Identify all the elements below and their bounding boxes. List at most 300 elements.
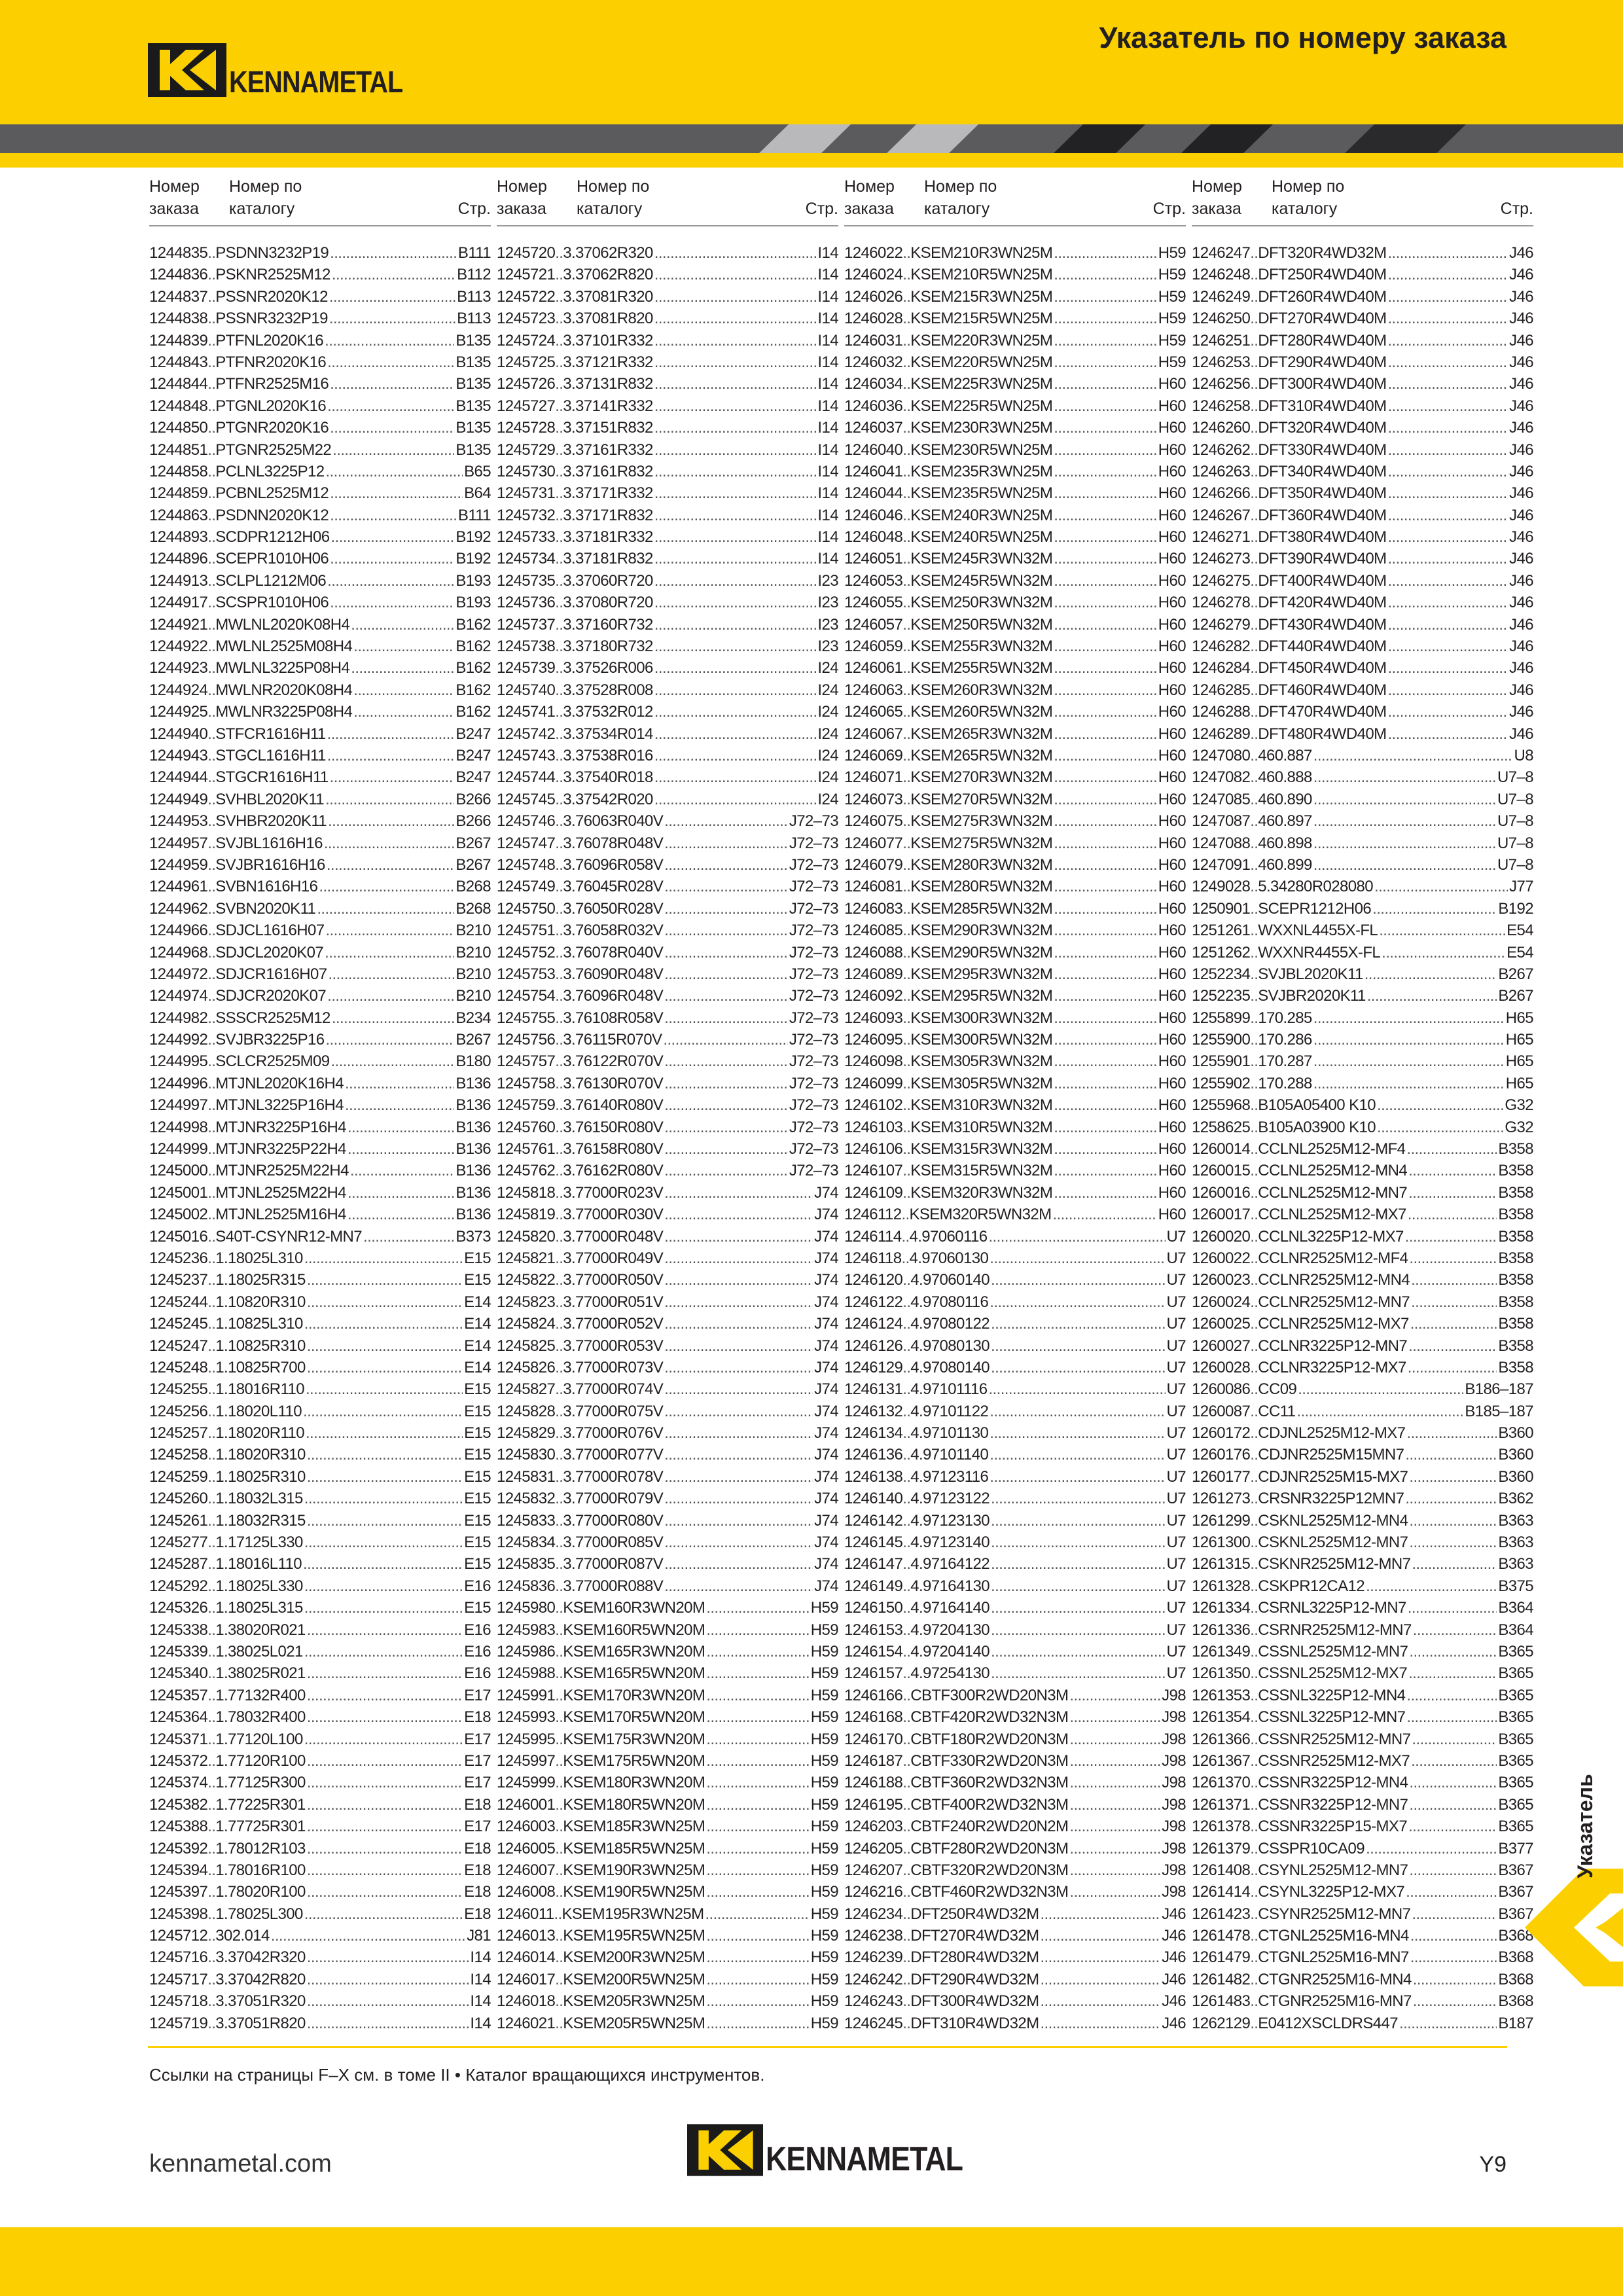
page-reference[interactable]: J72–73 (789, 987, 838, 1005)
page-reference[interactable]: E17 (464, 1818, 491, 1836)
page-reference[interactable]: J46 (1509, 681, 1533, 699)
page-reference[interactable]: I14 (817, 375, 838, 393)
page-reference[interactable]: B192 (455, 550, 491, 568)
page-reference[interactable]: J46 (1509, 419, 1533, 437)
page-reference[interactable]: B375 (1498, 1577, 1533, 1595)
page-reference[interactable]: J46 (1509, 615, 1533, 634)
page-reference[interactable]: H60 (1158, 1183, 1186, 1202)
page-reference[interactable]: J46 (1509, 659, 1533, 677)
page-reference[interactable]: E15 (464, 1467, 491, 1486)
page-reference[interactable]: B135 (455, 331, 491, 350)
page-reference[interactable]: H59 (810, 1927, 838, 1945)
page-reference[interactable]: J72–73 (789, 1140, 838, 1158)
page-reference[interactable]: B135 (455, 397, 491, 415)
page-reference[interactable]: B360 (1498, 1446, 1533, 1464)
page-reference[interactable]: B358 (1498, 1293, 1533, 1311)
page-reference[interactable]: E15 (464, 1555, 491, 1573)
page-reference[interactable]: J72–73 (789, 965, 838, 983)
page-reference[interactable]: I24 (817, 746, 838, 764)
page-reference[interactable]: H60 (1158, 462, 1186, 480)
page-reference[interactable]: J46 (1509, 484, 1533, 503)
page-reference[interactable]: B136 (455, 1074, 491, 1092)
page-reference[interactable]: H65 (1505, 1052, 1533, 1071)
page-reference[interactable]: E17 (464, 1730, 491, 1748)
page-reference[interactable]: B111 (457, 506, 491, 524)
page-reference[interactable]: H59 (810, 1686, 838, 1704)
page-reference[interactable]: H59 (810, 1992, 838, 2011)
page-reference[interactable]: I14 (817, 506, 838, 524)
page-reference[interactable]: B112 (457, 266, 491, 284)
page-reference[interactable]: J46 (1162, 1905, 1186, 1923)
page-reference[interactable]: H60 (1158, 1074, 1186, 1092)
page-reference[interactable]: H60 (1158, 594, 1186, 612)
page-reference[interactable]: I23 (817, 615, 838, 634)
page-reference[interactable]: I14 (470, 2014, 491, 2032)
page-reference[interactable]: I24 (817, 681, 838, 699)
page-reference[interactable]: B368 (1498, 1992, 1533, 2011)
page-reference[interactable]: B358 (1498, 1183, 1533, 1202)
page-reference[interactable]: B367 (1498, 1861, 1533, 1879)
page-reference[interactable]: J98 (1162, 1708, 1186, 1727)
page-reference[interactable]: H59 (1158, 244, 1186, 262)
page-reference[interactable]: B162 (455, 681, 491, 699)
page-reference[interactable]: H60 (1158, 790, 1186, 808)
page-reference[interactable]: J74 (814, 1336, 838, 1355)
page-reference[interactable]: H60 (1158, 943, 1186, 961)
page-reference[interactable]: J46 (1509, 397, 1533, 415)
page-reference[interactable]: B363 (1498, 1534, 1533, 1552)
page-reference[interactable]: E14 (464, 1293, 491, 1311)
page-reference[interactable]: J74 (814, 1490, 838, 1508)
page-reference[interactable]: B363 (1498, 1511, 1533, 1530)
page-reference[interactable]: I14 (470, 1948, 491, 1967)
page-reference[interactable]: B111 (457, 244, 491, 262)
page-reference[interactable]: E18 (464, 1905, 491, 1923)
page-reference[interactable]: J74 (814, 1446, 838, 1464)
page-reference[interactable]: H59 (810, 2014, 838, 2032)
page-reference[interactable]: H60 (1158, 965, 1186, 983)
page-reference[interactable]: B358 (1498, 1227, 1533, 1246)
page-reference[interactable]: E18 (464, 1795, 491, 1814)
page-reference[interactable]: J72–73 (789, 1052, 838, 1071)
page-reference[interactable]: I14 (817, 528, 838, 547)
page-reference[interactable]: J46 (1509, 571, 1533, 590)
page-reference[interactable]: H59 (810, 1839, 838, 1857)
page-reference[interactable]: U7 (1166, 1315, 1186, 1333)
page-reference[interactable]: I24 (817, 768, 838, 787)
page-reference[interactable]: J72–73 (789, 834, 838, 852)
page-reference[interactable]: B377 (1498, 1839, 1533, 1857)
page-reference[interactable]: B136 (455, 1118, 491, 1136)
page-reference[interactable]: U7 (1166, 1621, 1186, 1639)
page-reference[interactable]: H59 (1158, 310, 1186, 328)
page-reference[interactable]: J81 (467, 1927, 491, 1945)
page-reference[interactable]: B247 (455, 725, 491, 743)
page-reference[interactable]: H59 (810, 1795, 838, 1814)
page-reference[interactable]: H59 (810, 1970, 838, 1988)
page-reference[interactable]: H60 (1158, 637, 1186, 656)
page-reference[interactable]: B358 (1498, 1315, 1533, 1333)
page-reference[interactable]: E14 (464, 1336, 491, 1355)
page-reference[interactable]: B267 (455, 855, 491, 874)
page-reference[interactable]: B368 (1498, 1970, 1533, 1988)
page-reference[interactable]: B135 (455, 353, 491, 371)
page-reference[interactable]: H60 (1158, 550, 1186, 568)
page-reference[interactable]: U7 (1166, 1424, 1186, 1443)
page-reference[interactable]: J74 (814, 1293, 838, 1311)
page-reference[interactable]: U7 (1166, 1227, 1186, 1246)
page-reference[interactable]: J46 (1509, 703, 1533, 721)
page-reference[interactable]: J74 (814, 1534, 838, 1552)
page-reference[interactable]: U7 (1166, 1599, 1186, 1617)
page-reference[interactable]: J46 (1509, 528, 1533, 547)
page-reference[interactable]: J98 (1162, 1883, 1186, 1901)
page-reference[interactable]: I14 (817, 266, 838, 284)
page-reference[interactable]: H59 (810, 1751, 838, 1770)
page-reference[interactable]: H60 (1158, 571, 1186, 590)
page-reference[interactable]: U7 (1166, 1271, 1186, 1289)
page-reference[interactable]: H60 (1158, 768, 1186, 787)
page-reference[interactable]: U7 (1166, 1534, 1186, 1552)
page-reference[interactable]: J74 (814, 1380, 838, 1399)
page-reference[interactable]: B358 (1498, 1162, 1533, 1180)
page-reference[interactable]: E15 (464, 1424, 491, 1443)
page-reference[interactable]: I14 (470, 1970, 491, 1988)
page-reference[interactable]: B180 (455, 1052, 491, 1071)
page-reference[interactable]: J46 (1162, 2014, 1186, 2032)
page-reference[interactable]: J46 (1509, 287, 1533, 306)
page-reference[interactable]: H59 (810, 1774, 838, 1792)
page-reference[interactable]: I14 (817, 331, 838, 350)
page-reference[interactable]: H60 (1158, 659, 1186, 677)
page-reference[interactable]: I24 (817, 703, 838, 721)
page-reference[interactable]: U7 (1166, 1490, 1186, 1508)
page-reference[interactable]: B247 (455, 746, 491, 764)
page-reference[interactable]: B113 (457, 310, 491, 328)
page-reference[interactable]: J46 (1509, 375, 1533, 393)
page-reference[interactable]: B365 (1498, 1664, 1533, 1683)
page-reference[interactable]: E15 (464, 1599, 491, 1617)
page-reference[interactable]: B363 (1498, 1555, 1533, 1573)
page-reference[interactable]: J46 (1162, 1927, 1186, 1945)
page-reference[interactable]: H60 (1158, 1162, 1186, 1180)
page-reference[interactable]: G32 (1505, 1096, 1533, 1115)
page-reference[interactable]: B136 (455, 1140, 491, 1158)
page-reference[interactable]: I14 (817, 244, 838, 262)
page-reference[interactable]: E17 (464, 1686, 491, 1704)
page-reference[interactable]: B267 (455, 1031, 491, 1049)
page-reference[interactable]: H60 (1158, 1140, 1186, 1158)
page-reference[interactable]: B358 (1498, 1140, 1533, 1158)
page-reference[interactable]: B193 (455, 571, 491, 590)
page-reference[interactable]: J72–73 (789, 1009, 838, 1027)
page-reference[interactable]: J46 (1162, 1992, 1186, 2011)
page-reference[interactable]: B136 (455, 1096, 491, 1115)
page-reference[interactable]: H59 (810, 1664, 838, 1683)
page-reference[interactable]: B210 (455, 922, 491, 940)
page-reference[interactable]: E18 (464, 1708, 491, 1727)
page-reference[interactable]: H59 (810, 1621, 838, 1639)
page-reference[interactable]: E15 (464, 1511, 491, 1530)
page-reference[interactable]: J74 (814, 1183, 838, 1202)
page-reference[interactable]: H59 (810, 1643, 838, 1660)
page-reference[interactable]: J72–73 (789, 943, 838, 961)
page-reference[interactable]: J46 (1509, 331, 1533, 350)
page-reference[interactable]: H60 (1158, 899, 1186, 918)
page-reference[interactable]: J46 (1509, 725, 1533, 743)
page-reference[interactable]: G32 (1505, 1118, 1533, 1136)
page-reference[interactable]: U7 (1166, 1380, 1186, 1399)
page-reference[interactable]: B360 (1498, 1467, 1533, 1486)
page-reference[interactable]: B358 (1498, 1336, 1533, 1355)
page-reference[interactable]: J46 (1162, 1948, 1186, 1967)
page-reference[interactable]: J74 (814, 1315, 838, 1333)
page-reference[interactable]: J74 (814, 1424, 838, 1443)
page-reference[interactable]: J98 (1162, 1751, 1186, 1770)
page-reference[interactable]: J74 (814, 1249, 838, 1267)
page-reference[interactable]: B192 (455, 528, 491, 547)
page-reference[interactable]: H59 (810, 1905, 838, 1923)
page-reference[interactable]: U7 (1166, 1664, 1186, 1683)
page-reference[interactable]: J46 (1509, 550, 1533, 568)
page-reference[interactable]: J72–73 (789, 812, 838, 831)
page-reference[interactable]: U7 (1166, 1293, 1186, 1311)
page-reference[interactable]: J74 (814, 1402, 838, 1420)
page-reference[interactable]: U7 (1166, 1511, 1186, 1530)
page-reference[interactable]: J98 (1162, 1839, 1186, 1857)
page-reference[interactable]: E15 (464, 1271, 491, 1289)
page-reference[interactable]: I14 (470, 1992, 491, 2011)
page-reference[interactable]: H60 (1158, 397, 1186, 415)
page-reference[interactable]: B367 (1498, 1905, 1533, 1923)
page-reference[interactable]: B210 (455, 987, 491, 1005)
page-reference[interactable]: H60 (1158, 1031, 1186, 1049)
page-reference[interactable]: B362 (1498, 1490, 1533, 1508)
page-reference[interactable]: B187 (1498, 2014, 1533, 2032)
page-reference[interactable]: J72–73 (789, 1031, 838, 1049)
page-reference[interactable]: H59 (1158, 266, 1186, 284)
page-reference[interactable]: I14 (817, 440, 838, 459)
page-reference[interactable]: J72–73 (789, 878, 838, 896)
page-reference[interactable]: B267 (1498, 965, 1533, 983)
page-reference[interactable]: H60 (1158, 1052, 1186, 1071)
page-reference[interactable]: J74 (814, 1358, 838, 1376)
page-reference[interactable]: H59 (810, 1818, 838, 1836)
page-reference[interactable]: E15 (464, 1402, 491, 1420)
page-reference[interactable]: B192 (1498, 899, 1533, 918)
page-reference[interactable]: B367 (1498, 1883, 1533, 1901)
page-reference[interactable]: I14 (817, 484, 838, 503)
page-reference[interactable]: E16 (464, 1621, 491, 1639)
page-reference[interactable]: J74 (814, 1467, 838, 1486)
page-reference[interactable]: J77 (1509, 878, 1533, 896)
page-reference[interactable]: B162 (455, 637, 491, 656)
page-reference[interactable]: J46 (1509, 440, 1533, 459)
page-reference[interactable]: J98 (1162, 1818, 1186, 1836)
page-reference[interactable]: J74 (814, 1271, 838, 1289)
page-reference[interactable]: J72–73 (789, 855, 838, 874)
page-reference[interactable]: B358 (1498, 1206, 1533, 1224)
page-reference[interactable]: U7–8 (1497, 855, 1533, 874)
page-reference[interactable]: J98 (1162, 1795, 1186, 1814)
page-reference[interactable]: B365 (1498, 1751, 1533, 1770)
page-reference[interactable]: J46 (1509, 594, 1533, 612)
page-reference[interactable]: J72–73 (789, 922, 838, 940)
page-reference[interactable]: U7 (1166, 1577, 1186, 1595)
page-reference[interactable]: B136 (455, 1162, 491, 1180)
page-reference[interactable]: H60 (1158, 834, 1186, 852)
page-reference[interactable]: J74 (814, 1206, 838, 1224)
page-reference[interactable]: E18 (464, 1883, 491, 1901)
page-reference[interactable]: I23 (817, 637, 838, 656)
page-reference[interactable]: B267 (455, 834, 491, 852)
page-reference[interactable]: H59 (1158, 353, 1186, 371)
page-reference[interactable]: H59 (810, 1948, 838, 1967)
page-reference[interactable]: H60 (1158, 528, 1186, 547)
page-reference[interactable]: J74 (814, 1511, 838, 1530)
page-reference[interactable]: H60 (1158, 484, 1186, 503)
page-reference[interactable]: J46 (1162, 1970, 1186, 1988)
page-reference[interactable]: H60 (1158, 878, 1186, 896)
page-reference[interactable]: J46 (1509, 353, 1533, 371)
page-reference[interactable]: J72–73 (789, 899, 838, 918)
page-reference[interactable]: U7 (1166, 1467, 1186, 1486)
page-reference[interactable]: J46 (1509, 244, 1533, 262)
page-reference[interactable]: H65 (1505, 1009, 1533, 1027)
page-reference[interactable]: B373 (455, 1227, 491, 1246)
page-reference[interactable]: U7 (1166, 1446, 1186, 1464)
page-reference[interactable]: I24 (817, 659, 838, 677)
page-reference[interactable]: I14 (817, 462, 838, 480)
page-reference[interactable]: B65 (464, 462, 491, 480)
page-reference[interactable]: B210 (455, 943, 491, 961)
page-reference[interactable]: B247 (455, 768, 491, 787)
page-reference[interactable]: H60 (1158, 375, 1186, 393)
page-reference[interactable]: U7 (1166, 1402, 1186, 1420)
page-reference[interactable]: J46 (1509, 462, 1533, 480)
page-reference[interactable]: I14 (817, 397, 838, 415)
page-reference[interactable]: H59 (1158, 331, 1186, 350)
page-reference[interactable]: B364 (1498, 1621, 1533, 1639)
page-reference[interactable]: B360 (1498, 1424, 1533, 1443)
page-reference[interactable]: J98 (1162, 1774, 1186, 1792)
page-reference[interactable]: H59 (1158, 287, 1186, 306)
page-reference[interactable]: J74 (814, 1555, 838, 1573)
page-reference[interactable]: B268 (455, 878, 491, 896)
page-reference[interactable]: B365 (1498, 1686, 1533, 1704)
page-reference[interactable]: B365 (1498, 1708, 1533, 1727)
page-reference[interactable]: B365 (1498, 1818, 1533, 1836)
page-reference[interactable]: B365 (1498, 1795, 1533, 1814)
page-reference[interactable]: H60 (1158, 703, 1186, 721)
page-reference[interactable]: U7 (1166, 1249, 1186, 1267)
page-reference[interactable]: I23 (817, 594, 838, 612)
page-reference[interactable]: E54 (1507, 943, 1533, 961)
page-reference[interactable]: B266 (455, 790, 491, 808)
page-reference[interactable]: I14 (817, 310, 838, 328)
page-reference[interactable]: U7–8 (1497, 790, 1533, 808)
page-reference[interactable]: B135 (455, 419, 491, 437)
page-reference[interactable]: J74 (814, 1577, 838, 1595)
page-reference[interactable]: E15 (464, 1446, 491, 1464)
page-reference[interactable]: B162 (455, 703, 491, 721)
page-reference[interactable]: E15 (464, 1380, 491, 1399)
page-reference[interactable]: I14 (817, 353, 838, 371)
page-reference[interactable]: B365 (1498, 1730, 1533, 1748)
page-reference[interactable]: B268 (455, 899, 491, 918)
page-reference[interactable]: B358 (1498, 1358, 1533, 1376)
page-reference[interactable]: H59 (810, 1861, 838, 1879)
page-reference[interactable]: U7 (1166, 1643, 1186, 1660)
page-reference[interactable]: H60 (1158, 746, 1186, 764)
page-reference[interactable]: H60 (1158, 855, 1186, 874)
page-reference[interactable]: H60 (1158, 725, 1186, 743)
page-reference[interactable]: J72–73 (789, 1162, 838, 1180)
page-reference[interactable]: B365 (1498, 1643, 1533, 1660)
page-reference[interactable]: E17 (464, 1751, 491, 1770)
page-reference[interactable]: I14 (817, 287, 838, 306)
page-reference[interactable]: E16 (464, 1664, 491, 1683)
page-reference[interactable]: B210 (455, 965, 491, 983)
page-reference[interactable]: I24 (817, 790, 838, 808)
page-reference[interactable]: J46 (1509, 506, 1533, 524)
page-reference[interactable]: J72–73 (789, 1118, 838, 1136)
page-reference[interactable]: E54 (1507, 922, 1533, 940)
page-reference[interactable]: H59 (810, 1730, 838, 1748)
footer-url[interactable]: kennametal.com (149, 2150, 332, 2178)
page-reference[interactable]: B136 (455, 1206, 491, 1224)
page-reference[interactable]: B358 (1498, 1249, 1533, 1267)
page-reference[interactable]: I14 (817, 419, 838, 437)
page-reference[interactable]: H60 (1158, 681, 1186, 699)
page-reference[interactable]: H60 (1158, 419, 1186, 437)
page-reference[interactable]: J98 (1162, 1730, 1186, 1748)
page-reference[interactable]: E14 (464, 1315, 491, 1333)
page-reference[interactable]: E18 (464, 1839, 491, 1857)
page-reference[interactable]: E15 (464, 1534, 491, 1552)
page-reference[interactable]: U7–8 (1497, 834, 1533, 852)
page-reference[interactable]: J74 (814, 1227, 838, 1246)
page-reference[interactable]: B64 (464, 484, 491, 503)
page-reference[interactable]: B162 (455, 659, 491, 677)
page-reference[interactable]: U7 (1166, 1336, 1186, 1355)
page-reference[interactable]: J72–73 (789, 1074, 838, 1092)
page-reference[interactable]: H60 (1158, 812, 1186, 831)
page-reference[interactable]: H60 (1158, 506, 1186, 524)
page-reference[interactable]: H60 (1158, 615, 1186, 634)
page-reference[interactable]: B368 (1498, 1948, 1533, 1967)
page-reference[interactable]: B368 (1498, 1927, 1533, 1945)
page-reference[interactable]: E16 (464, 1577, 491, 1595)
page-reference[interactable]: B193 (455, 594, 491, 612)
page-reference[interactable]: J46 (1509, 637, 1533, 656)
page-reference[interactable]: E17 (464, 1774, 491, 1792)
page-reference[interactable]: U8 (1514, 746, 1533, 764)
page-reference[interactable]: H65 (1505, 1031, 1533, 1049)
page-reference[interactable]: H59 (810, 1883, 838, 1901)
page-reference[interactable]: H60 (1158, 987, 1186, 1005)
page-reference[interactable]: J72–73 (789, 1096, 838, 1115)
page-reference[interactable]: I14 (817, 550, 838, 568)
page-reference[interactable]: H59 (810, 1599, 838, 1617)
page-reference[interactable]: B267 (1498, 987, 1533, 1005)
page-reference[interactable]: H60 (1158, 1096, 1186, 1115)
page-reference[interactable]: B266 (455, 812, 491, 831)
page-reference[interactable]: H59 (810, 1708, 838, 1727)
page-reference[interactable]: H60 (1158, 1206, 1186, 1224)
page-reference[interactable]: H60 (1158, 440, 1186, 459)
page-reference[interactable]: J98 (1162, 1861, 1186, 1879)
